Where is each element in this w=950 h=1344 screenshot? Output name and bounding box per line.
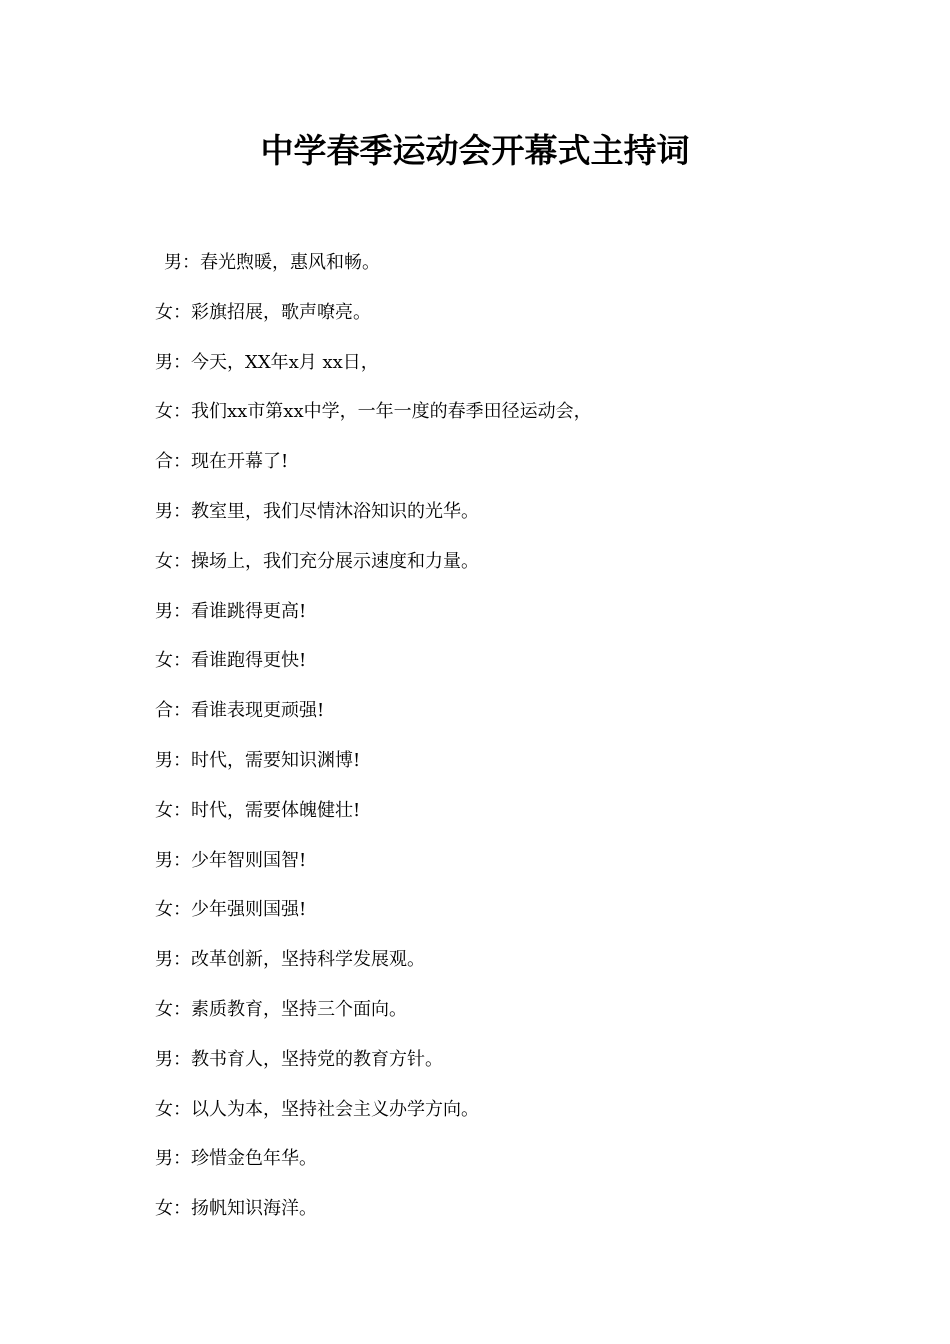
script-line: 女：时代，需要体魄健壮! — [155, 799, 361, 821]
script-line: 女：少年强则国强! — [155, 899, 307, 921]
script-line: 男：改革创新，坚持科学发展观。 — [155, 949, 425, 971]
script-line: 男：看谁跳得更高! — [155, 600, 307, 622]
script-line: 女：扬帆知识海洋。 — [155, 1198, 317, 1220]
script-line: 女：操场上，我们充分展示速度和力量。 — [155, 550, 479, 572]
script-line: 男：今天，XX年x月 xx日， — [155, 351, 379, 373]
script-line: 女：我们xx市第xx中学，一年一度的春季田径运动会， — [155, 401, 592, 423]
script-line: 男：春光煦暖，惠风和畅。 — [164, 252, 380, 273]
document-title: 中学春季运动会开幕式主持词 — [260, 131, 690, 170]
script-line: 女：看谁跑得更快! — [155, 650, 307, 672]
script-line: 男：教室里，我们尽情沐浴知识的光华。 — [155, 500, 479, 522]
script-line: 女：素质教育，坚持三个面向。 — [155, 998, 407, 1020]
script-line: 男：时代，需要知识渊博! — [155, 749, 361, 771]
script-line: 男：珍惜金色年华。 — [155, 1148, 317, 1170]
script-line: 男：少年智则国智! — [155, 849, 307, 871]
script-lines — [155, 249, 855, 1245]
script-line: 合：现在开幕了! — [155, 451, 289, 473]
script-line: 男：教书育人，坚持党的教育方针。 — [155, 1048, 443, 1070]
script-line: 合：看谁表现更顽强! — [155, 700, 325, 722]
script-line: 女：彩旗招展，歌声嘹亮。 — [155, 301, 371, 323]
script-line: 女：以人为本，坚持社会主义办学方向。 — [155, 1098, 479, 1120]
